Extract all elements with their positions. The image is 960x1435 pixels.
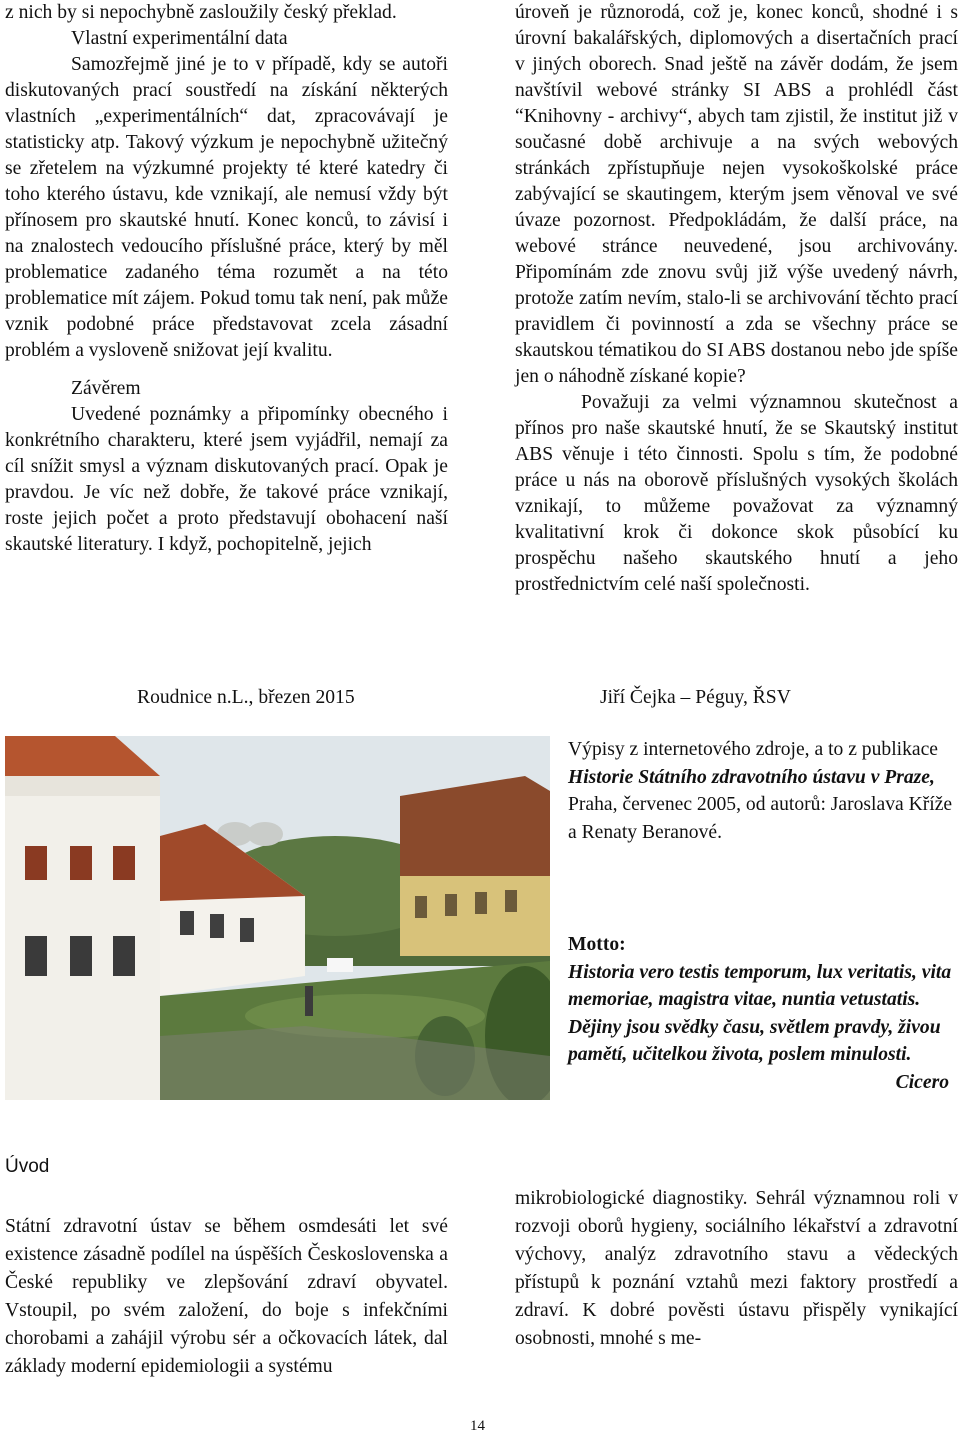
source-intro: Výpisy z internetového zdroje, a to z publikace — [568, 739, 938, 760]
motto-label: Motto: — [568, 934, 626, 955]
institute-campus-photo — [5, 736, 550, 1100]
motto-latin: Historia vero testis temporum, lux veritatis, vita memoriae, magistra vitae, nuntia vetustatis. — [568, 961, 952, 1010]
intro-paragraph-left — [5, 1213, 448, 1381]
motto-block — [568, 931, 953, 1096]
continued-paragraph: z nich by si nepochybně zasloužily český překlad. — [5, 2, 397, 23]
left-column-text — [5, 0, 448, 558]
source-note — [568, 736, 953, 846]
source-title: Historie Státního zdravotního ústavu v Praze, — [568, 766, 935, 788]
paragraph-experimental: Samozřejmě jiné je to v případě, kdy se autoři diskutovaných prací soustředí na získání některých vlastních „experimentálních“ dat, zpracovávají je statisticky atp. Takový výzkum je nepochybně užitečný se zřetelem na výzkumné projekty té které katedry či toho kterého ústavu, kde vznikají, ale nemusí vždy být přínosem pro skautské hnutí. Konec konců, to závisí i na znalostech vedoucího příslušné práce, který by měl problematice zadaného téma rozumět a na této problematice mít zájem. Pokud tomu tak není, pak může vznik podobné práce představovat zcela zásadní problém a vysloveně snižovat její kvalitu. — [5, 54, 448, 361]
page-number: 14 — [470, 1418, 485, 1434]
motto-attribution: Cicero — [895, 1071, 949, 1093]
right-column-text — [515, 0, 958, 598]
paragraph-archive: úroveň je různorodá, což je, konec konců, shodné i s úrovní bakalářských, diplomových a disertačních prací v jiných oborech. Snad ještě na závěr dodám, že jsem navštívil webové stránky SI ABS a prohlédl část “Knihovny - archivy“, abych tam zjistil, že institut již v současné době archivuje a na svých webových stránkách zpřístupňuje nejen vysokoškolské práce zabývající se skautingem, kterým jsem věnoval ve své úvaze pozornost. Předpokládám, že další práce, na webové stránce neuvedené, jsou archivovány. Připomínám zde znovu svůj již výše uvedený návrh, protože zatím nevím, stalo-li se archivování těchto prací pravidlem či povinností a zda se všechny práce se skautskou tématikou do SI ABS dostanou nebo jde spíše jen o náhodně získané kopie? — [515, 2, 958, 387]
intro-text-right: mikrobiologické diagnostiky. Sehrál významnou roli v rozvoji oborů hygieny, sociálního lékařství a zdravotní výchovy, analýz zdravotního stavu a vědeckých přístupů k poznání vztahů mezi faktory prostředí a zdraví. K dobré pověsti ústavu přispěly vynikající osobnosti, mnohé s me- — [515, 1188, 958, 1349]
source-citation — [568, 764, 953, 847]
author-signature: Jiří Čejka – Péguy, ŘSV — [600, 687, 791, 708]
motto-czech: Dějiny jsou svědky času, světlem pravdy, živou pamětí, učitelkou života, poslem minulosti. — [568, 1016, 941, 1065]
place-date: Roudnice n.L., březen 2015 — [137, 687, 355, 708]
source-details: Praha, červenec 2005, od autorů: Jaroslava Kříže a Renaty Beranové. — [568, 794, 953, 843]
paragraph-significance: Považuji za velmi významnou skutečnost a přínos pro naše skautské hnutí, že se Skautský institut ABS věnuje i této činnosti. Spolu s tím, že podobné práce u nás na oborově příslušných vysokých školách vznikají, to můžeme považovat za významný kvalitativní krok či dokonce skok působící ku prospěchu našeho skautského hnutí a jeho prostřednictvím celé naší společnosti. — [515, 392, 958, 595]
paragraph-conclusion: Uvedené poznámky a připomínky obecného i konkrétního charakteru, které jsem vyjádřil, nemají za cíl snížit smysl a význam diskutovaných prací. Opak je pravdou. Je víc než dobře, že takové práce vznikají, roste jejich počet a proto představují obohacení naší skautské literatury. I když, pochopitelně, jejich — [5, 404, 448, 555]
section-heading-conclusion: Závěrem — [71, 378, 141, 399]
section-heading-intro: Úvod — [5, 1156, 50, 1177]
section-heading-experimental: Vlastní experimentální data — [71, 28, 288, 49]
intro-text-left: Státní zdravotní ústav se během osmdesáti let své existence zásadně podílel na úspěších Československa a České republiky ve zlepšování zdraví obyvatel. Vstoupil, po svém založení, do boje s infekčními chorobami a zahájil výrobu sér a očkovacích látek, dal základy moderní epidemiologii a systému — [5, 1216, 448, 1377]
intro-paragraph-right — [515, 1185, 958, 1353]
